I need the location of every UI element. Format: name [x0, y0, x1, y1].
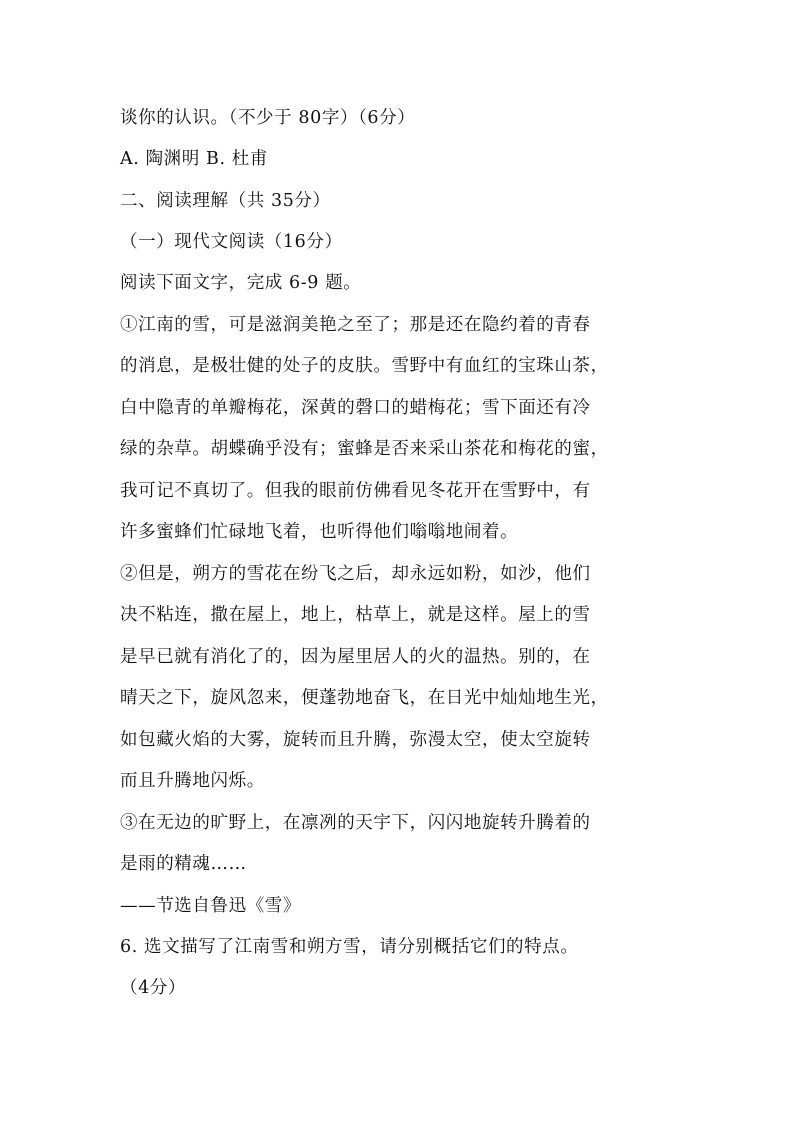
passage-paragraph-3-line-2: 是雨的精魂……: [120, 854, 247, 874]
passage-paragraph-2-line-1: ②但是，朔方的雪花在纷飞之后，却永远如粉，如沙，他们: [120, 564, 591, 584]
passage-source: ——节选自鲁迅《雪》: [120, 896, 301, 916]
section-heading: 二、阅读理解（共 35分）: [120, 191, 331, 211]
question-prompt-tail: 谈你的认识。（不少于 80字）（6分）: [120, 108, 416, 128]
subsection-heading: （一）现代文阅读（16分）: [120, 232, 343, 252]
passage-paragraph-2-line-6: 而且升腾地闪烁。: [120, 771, 265, 791]
passage-paragraph-1-line-1: ①江南的雪，可是滋润美艳之至了；那是还在隐约着的青春: [120, 315, 591, 335]
question-6-points: （4分）: [120, 978, 187, 998]
reading-instruction: 阅读下面文字，完成 6-9 题。: [120, 273, 362, 293]
passage-paragraph-3-line-1: ③在无边的旷野上，在凛冽的天宇下，闪闪地旋转升腾着的: [120, 813, 591, 833]
passage-paragraph-2-line-3: 是早已就有消化了的，因为屋里居人的火的温热。别的，在: [120, 647, 591, 667]
passage-paragraph-1-line-6: 许多蜜蜂们忙碌地飞着，也听得他们嗡嗡地闹着。: [120, 522, 519, 542]
question-6: 6. 选文描写了江南雪和朔方雪，请分别概括它们的特点。: [120, 937, 579, 957]
passage-paragraph-1-line-4: 绿的杂草。胡蝶确乎没有；蜜蜂是否来采山茶花和梅花的蜜，: [120, 439, 609, 459]
passage-paragraph-2-line-2: 决不粘连，撒在屋上，地上，枯草上，就是这样。屋上的雪: [120, 605, 591, 625]
passage-paragraph-1-line-3: 白中隐青的单瓣梅花，深黄的磬口的蜡梅花；雪下面还有冷: [120, 398, 591, 418]
passage-paragraph-2-line-5: 如包藏火焰的大雾，旋转而且升腾，弥漫太空，使太空旋转: [120, 730, 591, 750]
passage-paragraph-2-line-4: 晴天之下，旋风忽来，便蓬勃地奋飞，在日光中灿灿地生光，: [120, 688, 609, 708]
passage-paragraph-1-line-2: 的消息，是极壮健的处子的皮肤。雪野中有血红的宝珠山茶，: [120, 356, 609, 376]
passage-paragraph-1-line-5: 我可记不真切了。但我的眼前仿佛看见冬花开在雪野中，有: [120, 481, 591, 501]
answer-options: A. 陶渊明 B. 杜甫: [120, 149, 269, 169]
